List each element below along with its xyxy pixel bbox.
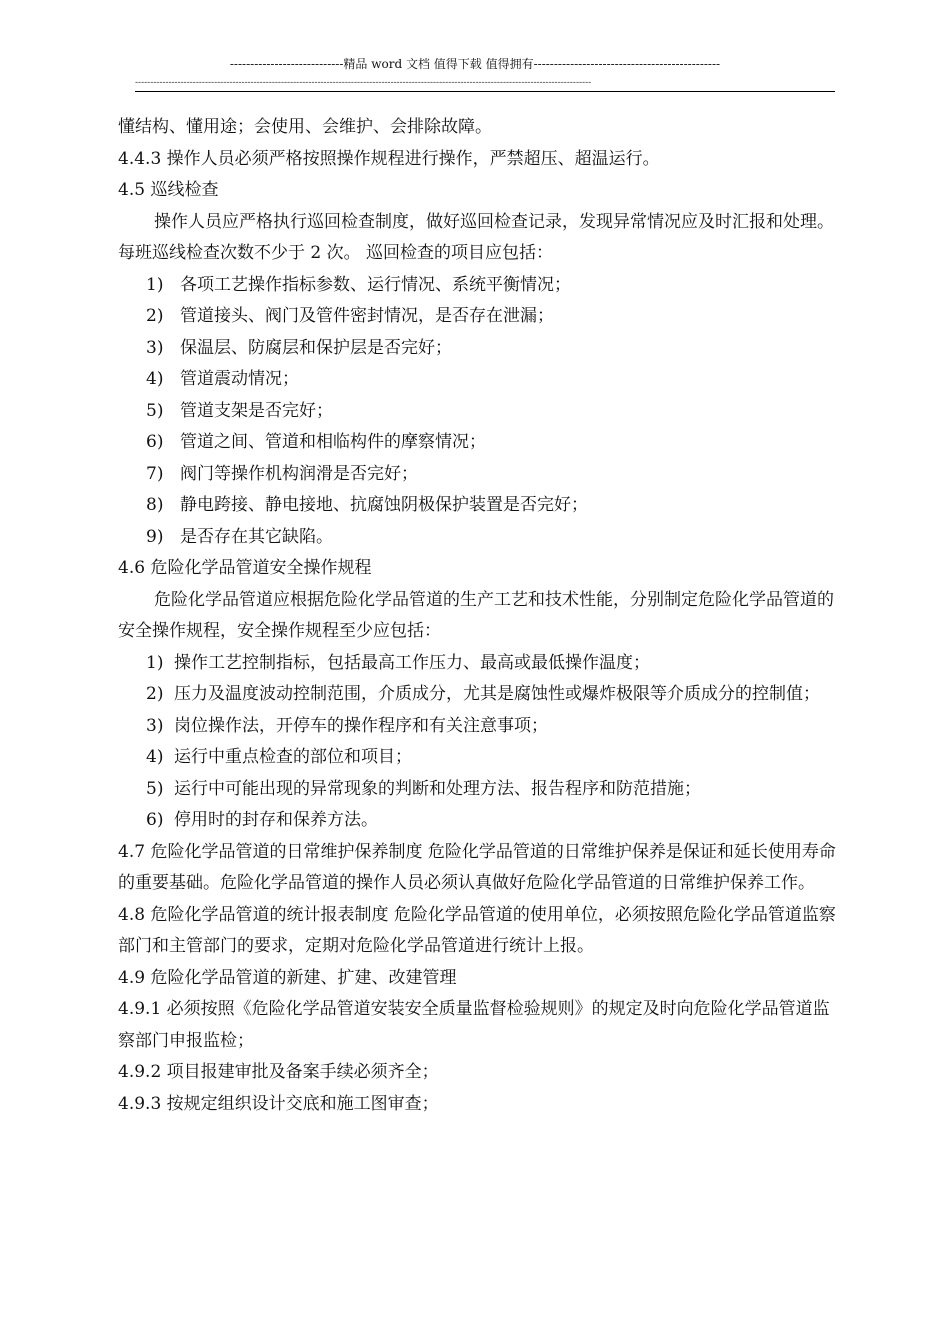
list-text: 管道之间、管道和相临构件的摩察情况； [180, 432, 486, 452]
clause-4-7: 4.7 危险化学品管道的日常维护保养制度 危险化学品管道的日常维护保养是保证和延长使用寿命的重要基础。危险化学品管道的操作人员必须认真做好危险化学品管道的日常维护保养工作。 [118, 841, 836, 893]
paragraph: 操作人员应严格执行巡回检查制度，做好巡回检查记录，发现异常情况应及时汇报和处理。每班巡线检查次数不少于 2 次。 巡回检查的项目应包括： [118, 211, 834, 263]
list-item [118, 774, 840, 806]
list-item [118, 459, 840, 491]
list-item [118, 333, 840, 365]
list-number: 2) [146, 684, 164, 704]
list-text: 阀门等操作机构润滑是否完好； [180, 463, 418, 484]
header-dashes: ------------------------------------------------------------------------------------------------------------------------------------------------------ [135, 78, 592, 88]
list-text: 管道震动情况； [180, 369, 299, 389]
list-text: 静电跨接、静电接地、抗腐蚀阴极保护装置是否完好； [180, 495, 588, 515]
paragraph: 危险化学品管道应根据危险化学品管道的生产工艺和技术性能，分别制定危险化学品管道的安全操作规程，安全操作规程至少应包括： [118, 589, 834, 641]
list-number: 5) [146, 400, 164, 421]
paragraph: 懂结构、懂用途；会使用、会维护、会排除故障。 [118, 117, 492, 137]
list-number: 7) [146, 463, 164, 484]
page-header [135, 56, 835, 92]
list-text: 保温层、防腐层和保护层是否完好； [180, 337, 452, 358]
section-title-4-6: 4.6 危险化学品管道安全操作规程 [118, 558, 372, 578]
clause-4-9-2: 4.9.2 项目报建审批及备案手续必须齐全； [118, 1062, 439, 1082]
list-item [118, 805, 840, 837]
list-text: 压力及温度波动控制范围，介质成分，尤其是腐蚀性或爆炸极限等介质成分的控制值； [174, 684, 820, 704]
list-text: 是否存在其它缺陷。 [180, 526, 333, 547]
list-item [118, 427, 840, 459]
list-text: 运行中重点检查的部位和项目； [174, 747, 412, 767]
list-number: 1) [146, 274, 164, 295]
clause-4-9-3: 4.9.3 按规定组织设计交底和施工图审查； [118, 1093, 439, 1114]
list-item [118, 490, 840, 522]
list-item [118, 270, 840, 302]
list-text: 管道接头、阀门及管件密封情况，是否存在泄漏； [180, 306, 554, 326]
list-number: 6) [146, 432, 164, 452]
clause-4-8: 4.8 危险化学品管道的统计报表制度 危险化学品管道的使用单位，必须按照危险化学品管道监察部门和主管部门的要求，定期对危险化学品管道进行统计上报。 [118, 904, 836, 956]
list-text: 运行中可能出现的异常现象的判断和处理方法、报告程序和防范措施； [174, 778, 701, 799]
section-title-4-9: 4.9 危险化学品管道的新建、扩建、改建管理 [118, 967, 457, 988]
clause-4-4-3: 4.4.3 操作人员必须严格按照操作规程进行操作，严禁超压、超温运行。 [118, 148, 660, 169]
list-text: 管道支架是否完好； [180, 400, 333, 421]
inspection-list [118, 270, 840, 554]
list-item [118, 396, 840, 428]
list-text: 各项工艺操作指标参数、运行情况、系统平衡情况； [180, 274, 571, 295]
list-text: 岗位操作法，开停车的操作程序和有关注意事项； [174, 715, 548, 736]
list-item [118, 648, 840, 680]
clause-4-9-1: 4.9.1 必须按照《危险化学品管道安装安全质量监督检验规则》的规定及时向危险化学品管道监察部门申报监检； [118, 999, 830, 1051]
list-item [118, 711, 840, 743]
list-text: 操作工艺控制指标，包括最高工作压力、最高或最低操作温度； [174, 652, 650, 673]
list-number: 8) [146, 495, 164, 515]
header-rule [135, 91, 835, 92]
list-number: 2) [146, 306, 164, 326]
list-number: 5) [146, 778, 164, 799]
list-number: 6) [146, 810, 164, 830]
procedure-list [118, 648, 840, 837]
list-item [118, 301, 840, 333]
list-number: 3) [146, 715, 164, 736]
list-text: 停用时的封存和保养方法。 [174, 810, 378, 830]
list-number: 4) [146, 747, 164, 767]
list-item [118, 742, 840, 774]
section-title-4-5: 4.5 巡线检查 [118, 180, 219, 200]
list-item [118, 364, 840, 396]
list-number: 9) [146, 526, 164, 547]
document-body [118, 112, 840, 1120]
list-number: 1) [146, 652, 164, 673]
list-number: 3) [146, 337, 164, 358]
list-number: 4) [146, 369, 164, 389]
header-banner: ----------------------------精品 word 文档 值得下载 值得拥有---------------------------------------------- [229, 57, 721, 71]
list-item [118, 522, 840, 554]
list-item [118, 679, 840, 711]
